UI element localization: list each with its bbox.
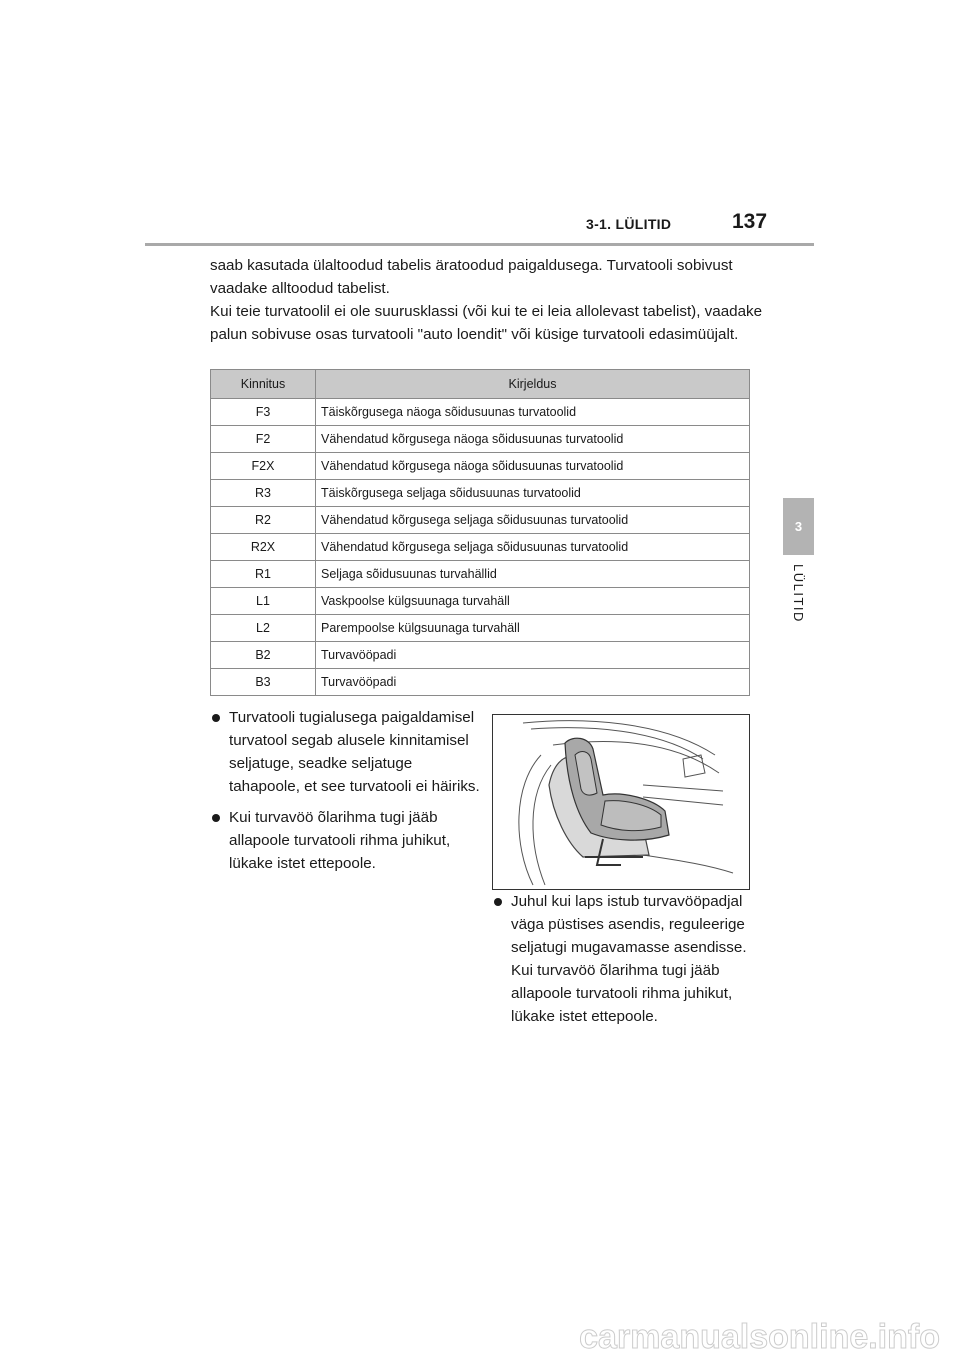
- child-seat-illustration: [492, 714, 750, 890]
- cell-description: Täiskõrgusega seljaga sõidusuunas turvatoolid: [316, 480, 750, 507]
- cell-description: Parempoolse külgsuunaga turvahäll: [316, 615, 750, 642]
- cell-description: Turvavööpadi: [316, 669, 750, 696]
- section-title: 3-1. LÜLITID: [586, 216, 672, 232]
- cell-code: L1: [211, 588, 316, 615]
- table-row: [211, 453, 750, 480]
- table-row: [211, 588, 750, 615]
- cell-description: Vähendatud kõrgusega näoga sõidusuunas turvatoolid: [316, 426, 750, 453]
- cell-code: R1: [211, 561, 316, 588]
- list-item: [210, 806, 480, 875]
- bullet-list-left: [210, 706, 480, 883]
- cell-description: Seljaga sõidusuunas turvahällid: [316, 561, 750, 588]
- table-header-row: [211, 370, 750, 399]
- cell-code: R3: [211, 480, 316, 507]
- table-row: [211, 561, 750, 588]
- bullet-dot-icon: [212, 814, 220, 822]
- table-row: [211, 615, 750, 642]
- table-row: [211, 426, 750, 453]
- cell-description: Vähendatud kõrgusega seljaga sõidusuunas turvatoolid: [316, 507, 750, 534]
- cell-description: Vähendatud kõrgusega seljaga sõidusuunas turvatoolid: [316, 534, 750, 561]
- chapter-label: LÜLITID: [791, 564, 806, 623]
- cell-code: R2: [211, 507, 316, 534]
- page-number: 137: [732, 210, 768, 233]
- cell-code: L2: [211, 615, 316, 642]
- table-row: [211, 642, 750, 669]
- list-item: [492, 890, 757, 1028]
- table-row: [211, 399, 750, 426]
- chapter-tab: 3: [783, 498, 814, 555]
- watermark-logo: [0, 1312, 960, 1356]
- cell-code: R2X: [211, 534, 316, 561]
- cell-description: Vähendatud kõrgusega näoga sõidusuunas turvatoolid: [316, 453, 750, 480]
- cell-description: Turvavööpadi: [316, 642, 750, 669]
- table-row: [211, 534, 750, 561]
- cell-code: F2: [211, 426, 316, 453]
- bullet-dot-icon: [212, 714, 220, 722]
- bullet-text: Juhul kui laps istub turvavööpadjal väga püstises asendis, reguleerige seljatugi mugavamasse asendisse. Kui turvavöö õlarihma tugi jääb allapoole turvatooli rihma juhikut, lükake istet ettepoole.: [511, 893, 747, 1025]
- cell-code: F2X: [211, 453, 316, 480]
- cell-code: B3: [211, 669, 316, 696]
- car-interior-drawing: [493, 715, 749, 889]
- cell-description: Täiskõrgusega näoga sõidusuunas turvatoolid: [316, 399, 750, 426]
- cell-description: Vaskpoolse külgsuunaga turvahäll: [316, 588, 750, 615]
- table-row: [211, 507, 750, 534]
- table-row: [211, 669, 750, 696]
- watermark-text: carmanualsonline.info: [579, 1318, 940, 1356]
- bullet-dot-icon: [494, 898, 502, 906]
- intro-paragraph-1: saab kasutada ülaltoodud tabelis äratoodud paigaldusega. Turvatooli sobivust vaadake alltoodud tabelist.: [210, 257, 733, 297]
- bullet-list-right: [492, 890, 757, 1036]
- list-item: [210, 706, 480, 798]
- cell-code: F3: [211, 399, 316, 426]
- bullet-text: Kui turvavöö õlarihma tugi jääb allapoole turvatooli rihma juhikut, lükake istet ettepoole.: [229, 809, 451, 872]
- cell-code: B2: [211, 642, 316, 669]
- bullet-text: Turvatooli tugialusega paigaldamisel turvatool segab alusele kinnitamisel seljatuge, seadke seljatuge tahapoole, et see turvatooli ei häiriks.: [229, 709, 480, 795]
- column-header-kirjeldus: Kirjeldus: [316, 370, 750, 399]
- intro-paragraph-2: Kui teie turvatoolil ei ole suurusklassi (või kui te ei leia allolevast tabelist), vaadake palun sobivuse osas turvatooli "auto loendit" või küsige turvatooli edasimüüjalt.: [210, 303, 763, 343]
- intro-text: [210, 254, 770, 346]
- table-row: [211, 480, 750, 507]
- header-divider: [145, 243, 814, 246]
- fixture-table: [210, 369, 750, 696]
- column-header-kinnitus: Kinnitus: [211, 370, 316, 399]
